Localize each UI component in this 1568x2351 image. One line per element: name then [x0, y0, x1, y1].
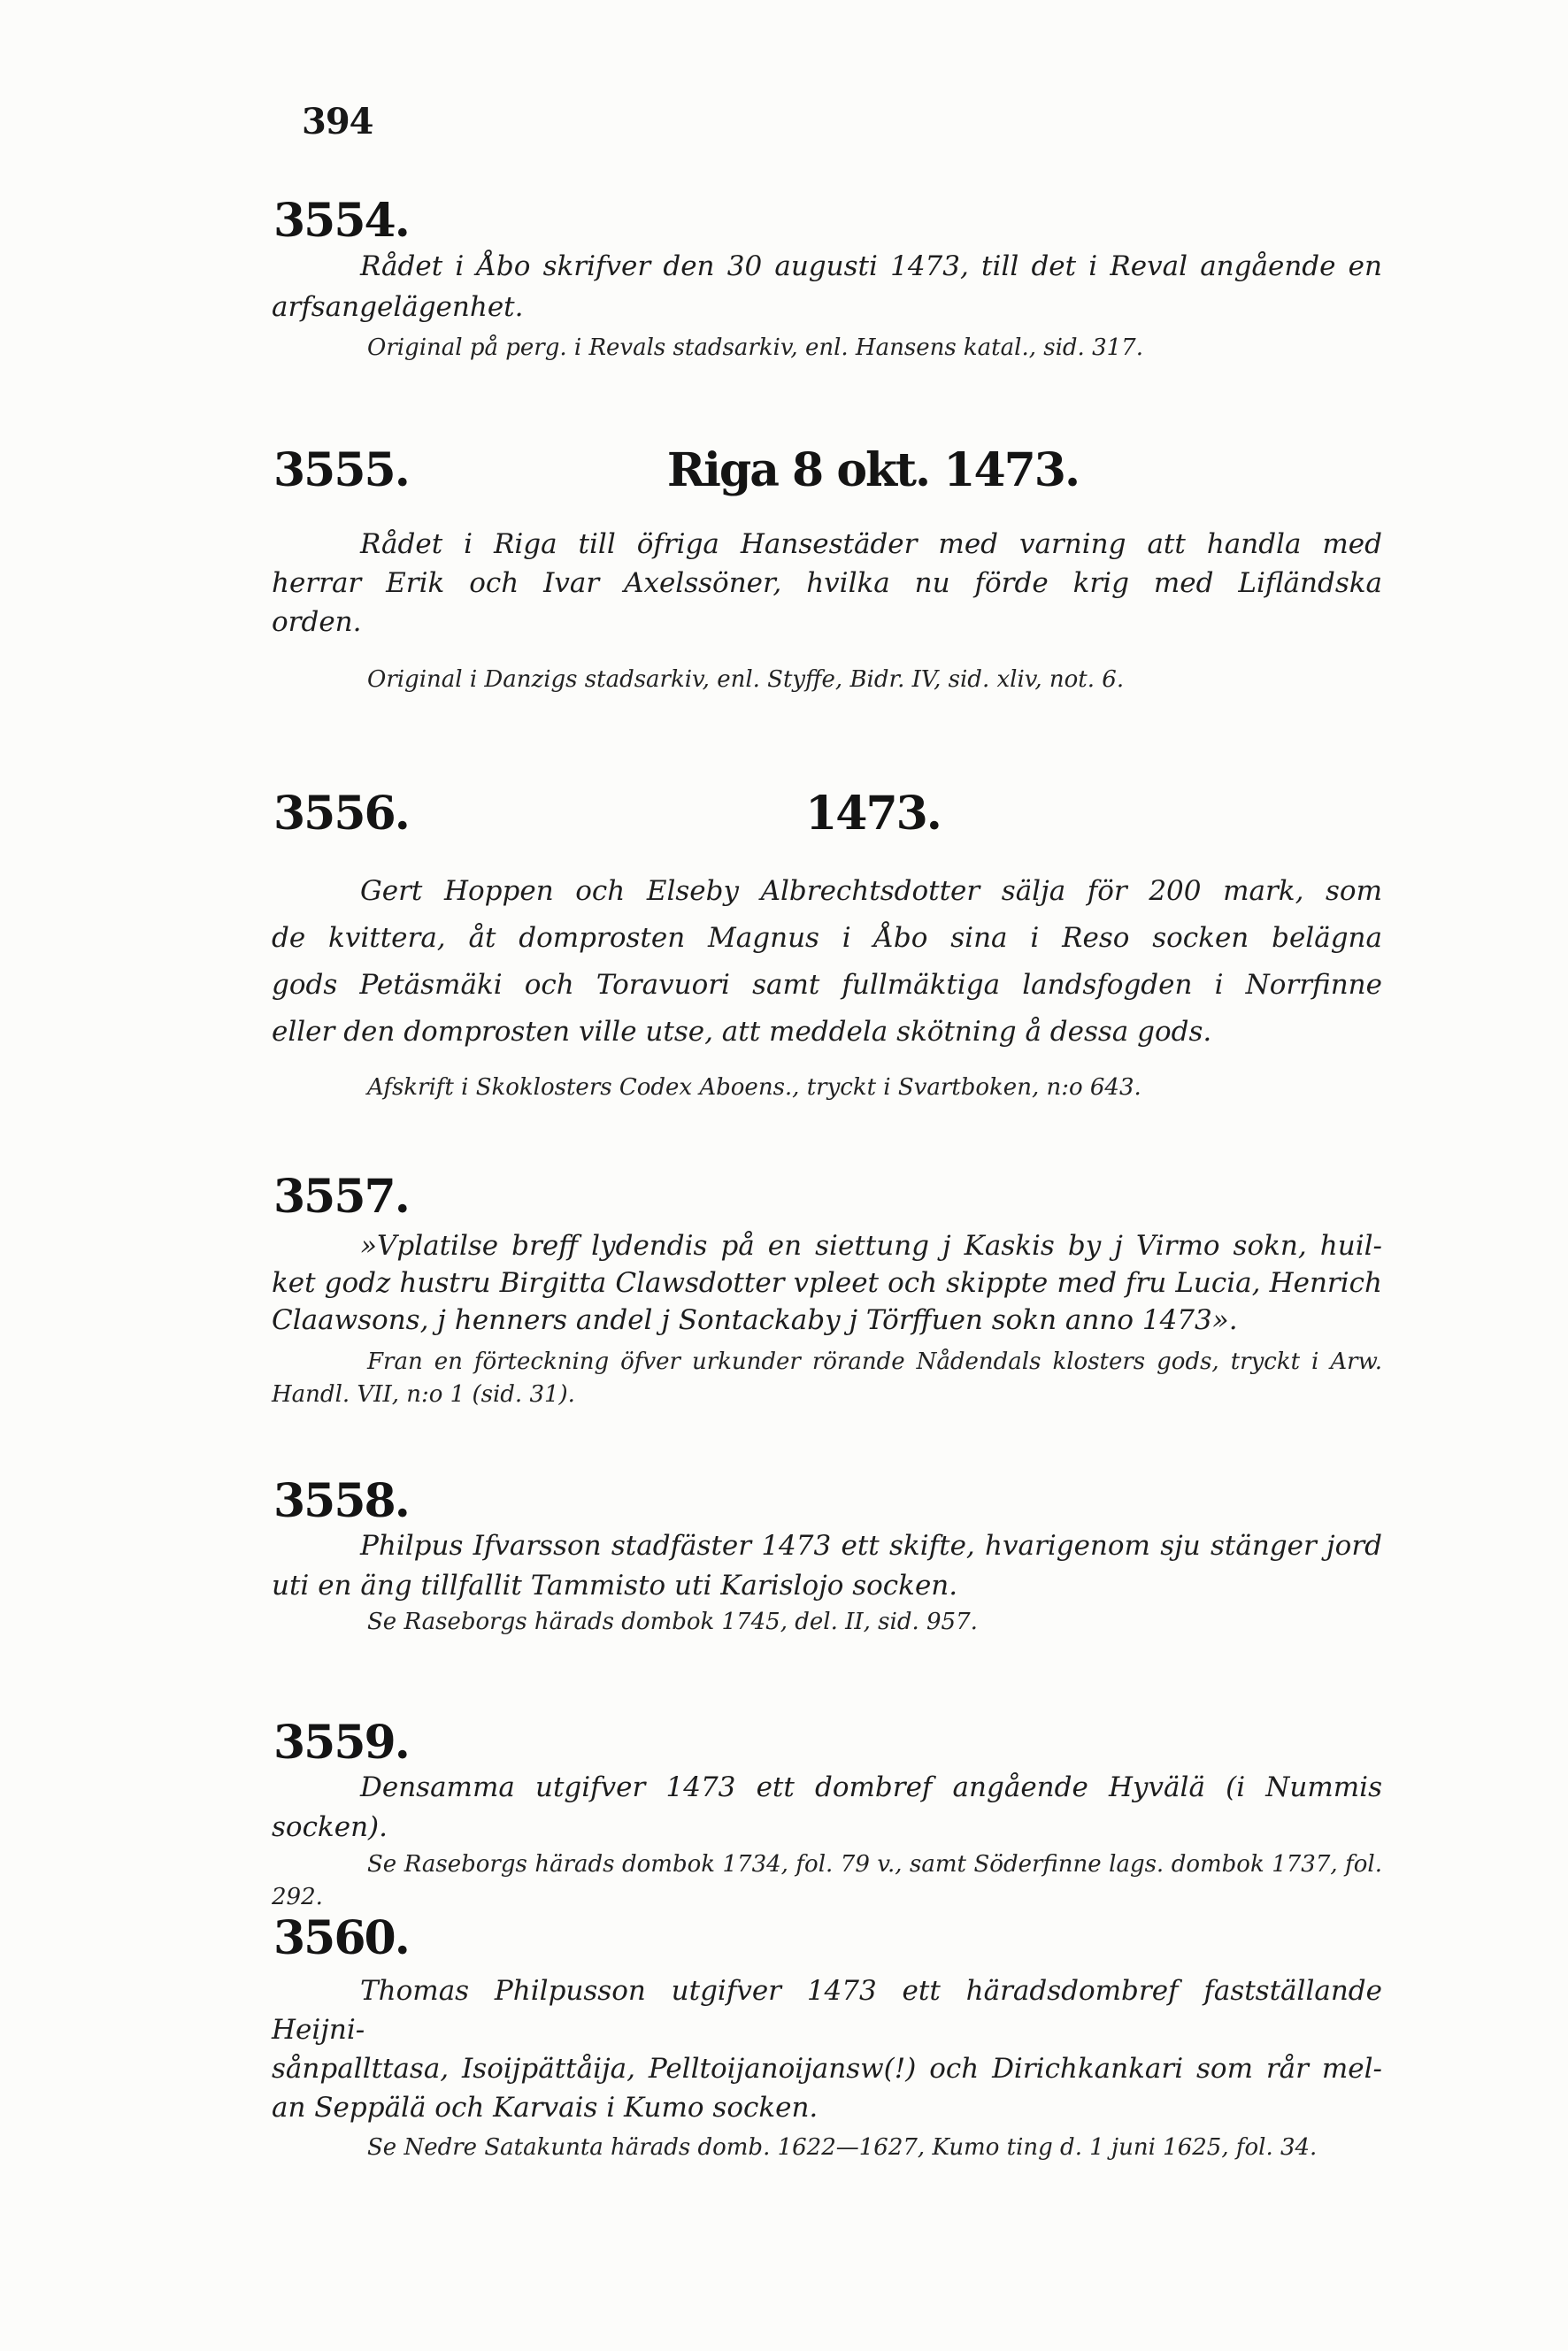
entry-number: 3557.: [273, 1170, 409, 1224]
entry-number: 3555.: [273, 443, 409, 497]
entry-number: 3558.: [273, 1474, 409, 1528]
entry-body: [272, 1768, 1382, 1848]
entry-header: [272, 443, 1382, 497]
source-line: Handl. VII, n:o 1 (sid. 31).: [272, 1381, 575, 1408]
body-line: Gert Hoppen och Elseby Albrechtsdotter sälja för 200 mark, som: [360, 875, 1382, 907]
body-line: uti en äng tillfallit Tammisto uti Karislojo socken.: [272, 1570, 958, 1602]
body-line: Rådet i Åbo skrifver den 30 augusti 1473, till det i Reval angående en: [360, 250, 1382, 282]
entry-source: [272, 1606, 1382, 1639]
body-line: herrar Erik och Ivar Axelssöner, hvilka nu förde krig med Lifländska: [272, 567, 1382, 599]
entry-body: [272, 1971, 1382, 2127]
entry-source: [272, 1072, 1382, 1104]
body-line: Philpus Ifvarsson stadfäster 1473 ett skifte, hvarigenom sju stänger jord: [360, 1530, 1382, 1562]
entry-3559: [272, 1718, 1382, 1914]
entry-number: 3554.: [273, 194, 409, 248]
entry-source: [272, 2132, 1382, 2164]
entry-3556: [272, 789, 1382, 1104]
source-line: Se Raseborgs härads dombok 1734, fol. 79 v., samt Söderfinne lags. dombok 1737, fol. 292.: [272, 1851, 1382, 1910]
entry-body: [272, 868, 1382, 1056]
entry-source: [272, 1848, 1382, 1914]
body-line: Rådet i Riga till öfriga Hansestäder med varning att handla med: [360, 528, 1382, 560]
body-line: orden.: [272, 606, 362, 638]
entry-header: [272, 1718, 1382, 1768]
entry-body: [272, 246, 1382, 327]
entry-body: [272, 1227, 1382, 1339]
entry-header: [272, 1172, 1382, 1222]
source-line: Fran en förteckning öfver urkunder rörande Nådendals klosters gods, tryckt i Arw.: [367, 1348, 1382, 1375]
body-line: ket godz hustru Birgitta Clawsdotter vpleet och skippte med fru Lucia, Henrich: [272, 1267, 1382, 1299]
body-line: Claawsons, j henners andel j Sontackaby j Törffuen sokn anno 1473».: [272, 1304, 1238, 1336]
source-line: Original i Danzigs stadsarkiv, enl. Styffe, Bidr. IV, sid. xliv, not. 6.: [367, 666, 1125, 693]
body-line: sånpallttasa, Isoijpättåija, Pelltoijanoijansw(!) och Dirichkankari som rår mel-: [272, 2053, 1382, 2085]
body-line: gods Petäsmäki och Toravuori samt fullmäktiga landsfogden i Norrfinne: [272, 969, 1382, 1001]
source-line: Se Raseborgs härads dombok 1745, del. II, sid. 957.: [367, 1609, 978, 1635]
entry-source: [272, 332, 1382, 365]
entry-3558: [272, 1474, 1382, 1639]
entry-body: [272, 525, 1382, 642]
source-line: Se Nedre Satakunta härads domb. 1622—1627, Kumo ting d. 1 juni 1625, fol. 34.: [367, 2134, 1318, 2161]
body-line: Densamma utgifver 1473 ett dombref angående Hyvälä (i Nummis socken).: [272, 1771, 1382, 1843]
entry-source: [272, 1346, 1382, 1411]
source-line: Original på perg. i Revals stadsarkiv, enl. Hansens katal., sid. 317.: [367, 334, 1143, 361]
body-line: de kvittera, åt domprosten Magnus i Åbo sina i Reso socken belägna: [272, 922, 1382, 954]
entry-header: [272, 1911, 1382, 1965]
entry-number: 3559.: [273, 1716, 409, 1770]
page-number: 394: [302, 101, 373, 142]
body-line: Thomas Philpusson utgifver 1473 ett häradsdombref fastställande Heijni-: [272, 1975, 1382, 2046]
entry-number: 3560.: [273, 1911, 409, 1965]
entry-header: [272, 1474, 1382, 1528]
entry-3557: [272, 1172, 1382, 1411]
source-line: Afskrift i Skoklosters Codex Aboens., tryckt i Svartboken, n:o 643.: [367, 1074, 1141, 1101]
entry-body: [272, 1526, 1382, 1606]
body-line: arfsangelägenhet.: [272, 291, 524, 323]
body-line: an Seppälä och Karvais i Kumo socken.: [272, 2092, 819, 2124]
entry-date-heading: 1473.: [805, 787, 941, 841]
entry-date-heading: Riga 8 okt. 1473.: [666, 443, 1080, 497]
entry-header: [272, 196, 1382, 246]
body-line: »Vplatilse breff lydendis på en siettung j Kaskis by j Virmo sokn, huil-: [360, 1230, 1382, 1262]
entry-source: [272, 664, 1382, 696]
entry-header: [272, 789, 1382, 839]
body-line: eller den domprosten ville utse, att meddela skötning å dessa gods.: [272, 1016, 1212, 1048]
entry-number: 3556.: [273, 787, 409, 841]
entry-3560: [272, 1911, 1382, 2164]
entry-3554: [272, 196, 1382, 365]
entry-3555: [272, 443, 1382, 696]
